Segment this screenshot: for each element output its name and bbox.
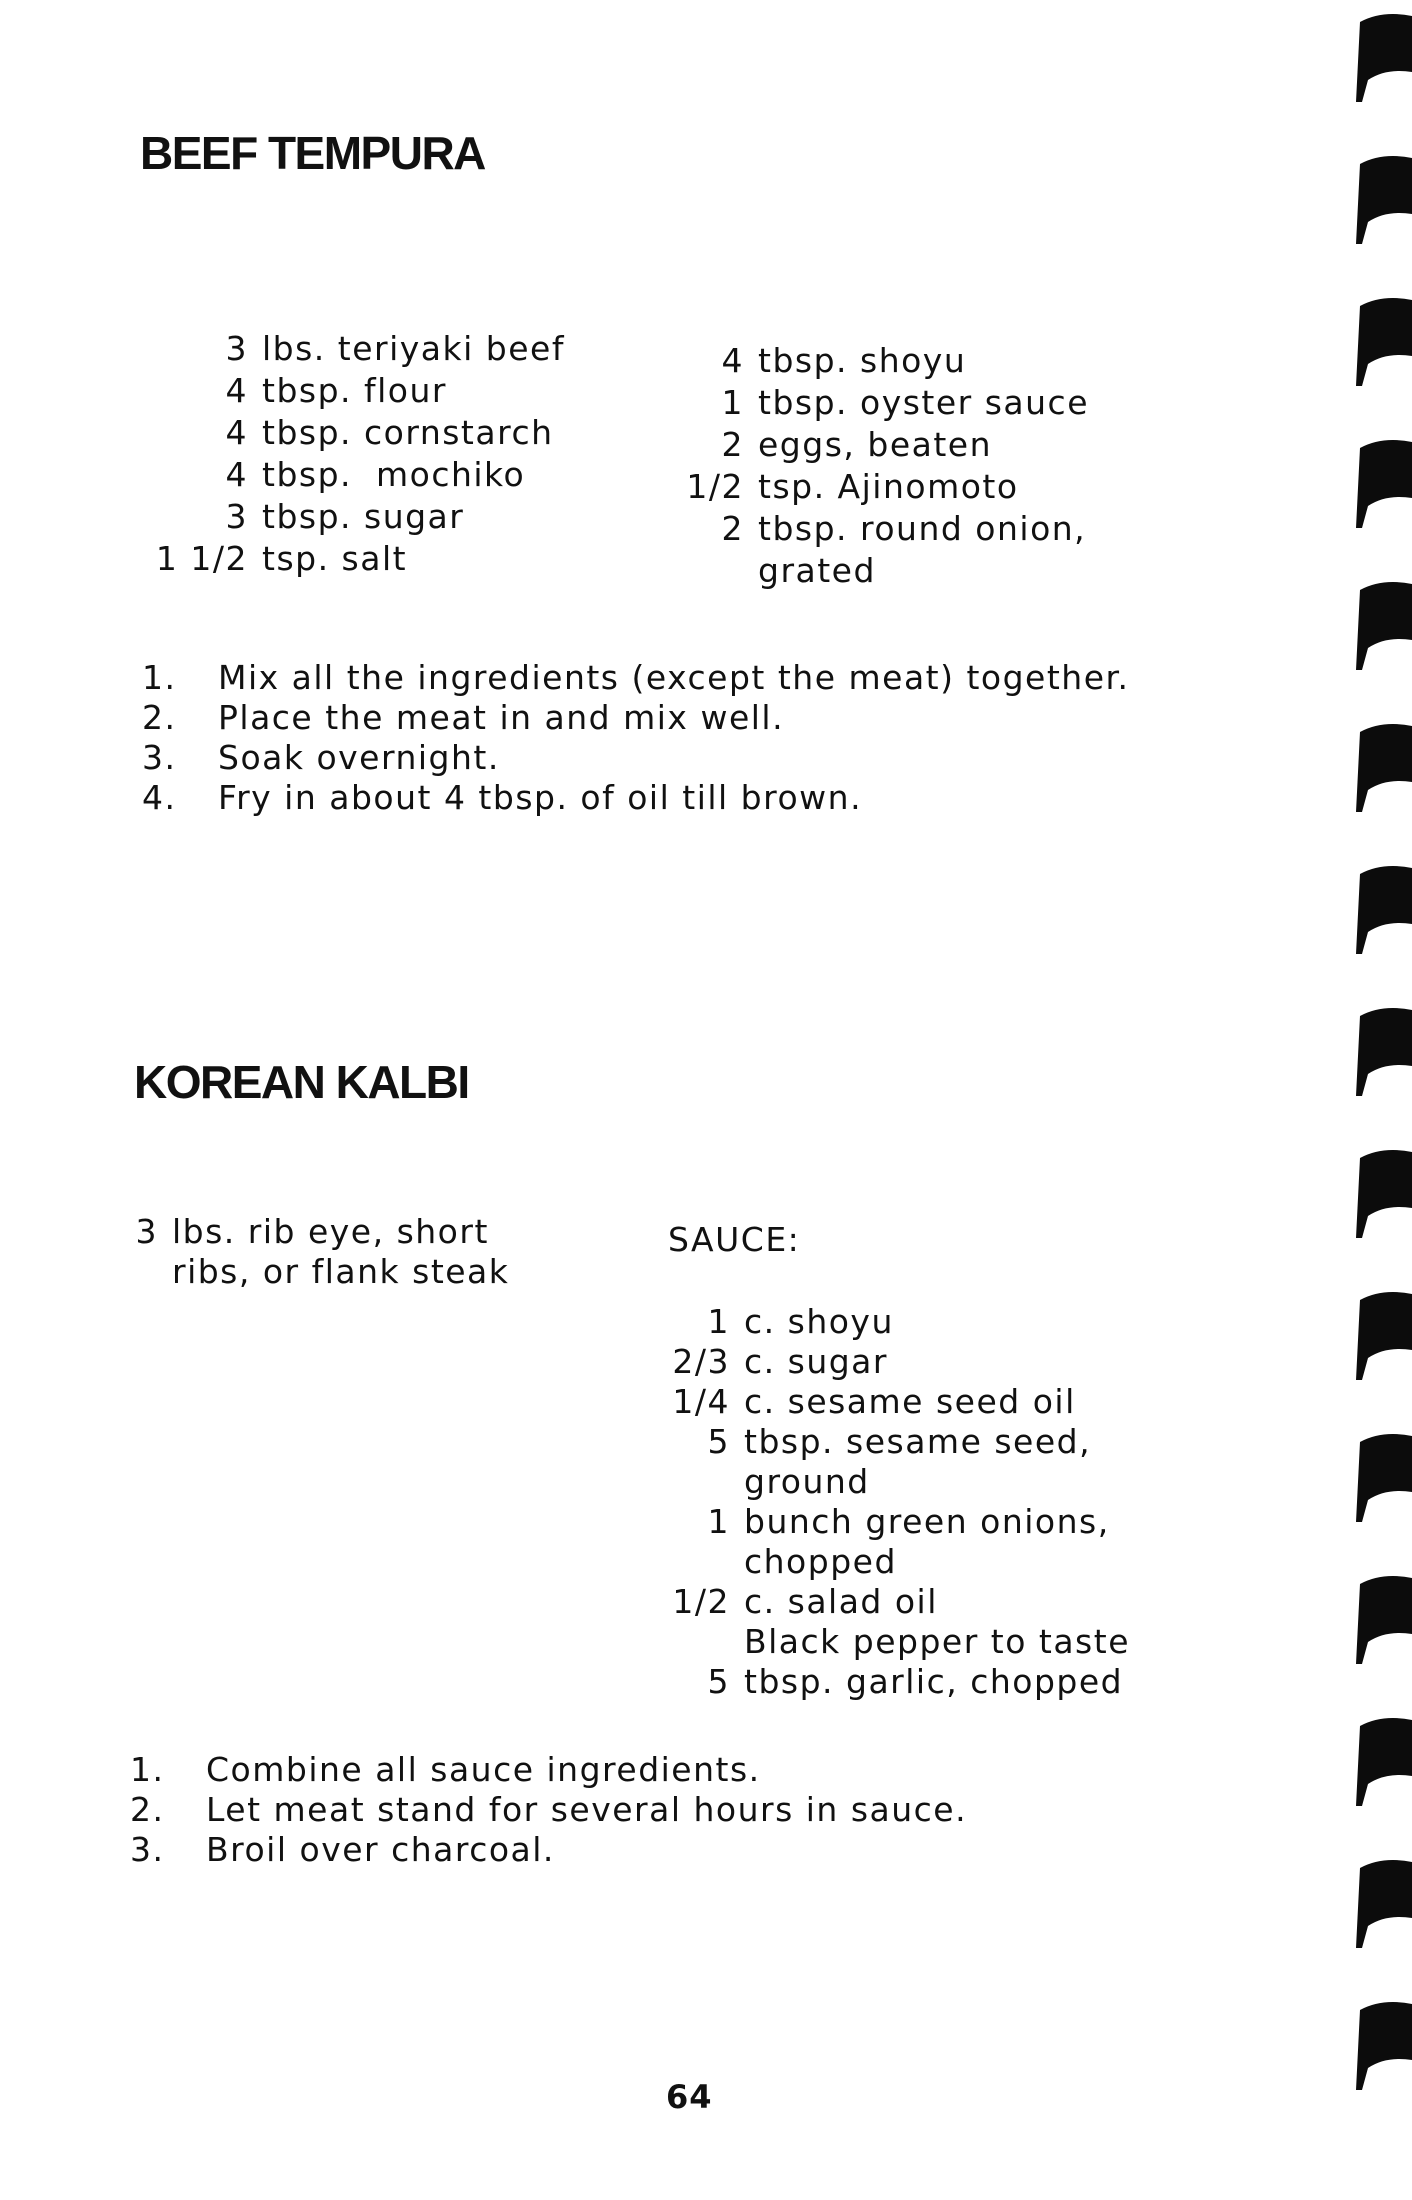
- instructions-list: [142, 658, 1130, 818]
- ingredient-item: [707, 1422, 1130, 1462]
- meat-list: [135, 1212, 510, 1292]
- binding-ring: [1352, 1004, 1412, 1104]
- ingredient-text: ground: [744, 1462, 870, 1501]
- ingredient-item: [225, 412, 565, 454]
- ingredient-qty: 2: [721, 425, 744, 464]
- ingredient-item: [225, 370, 565, 412]
- ingredient-text: tbsp. flour: [262, 371, 447, 410]
- ingredient-text: c. shoyu: [744, 1302, 894, 1341]
- ingredient-text: c. sesame seed oil: [744, 1382, 1076, 1421]
- binding-ring: [1352, 720, 1412, 820]
- binding-ring: [1352, 294, 1412, 394]
- instruction-step: [142, 738, 1130, 778]
- binding-ring: [1352, 1714, 1412, 1814]
- instruction-step: [142, 658, 1130, 698]
- ingredient-text: tbsp. oyster sauce: [758, 383, 1089, 422]
- ingredient-item: [672, 1382, 1130, 1422]
- step-number: 1.: [130, 1750, 165, 1789]
- ingredient-qty: 1/2: [686, 467, 744, 506]
- ingredient-item: [172, 1252, 509, 1292]
- ingredient-qty: 1: [721, 383, 744, 422]
- step-text: Soak overnight.: [218, 738, 500, 777]
- ingredient-text: bunch green onions,: [744, 1502, 1110, 1541]
- instruction-step: [130, 1750, 967, 1790]
- binding-ring: [1352, 1572, 1412, 1672]
- ingredients-list-right: [686, 340, 1089, 592]
- step-number: 3.: [142, 738, 177, 777]
- ingredient-qty: 4: [225, 413, 248, 452]
- ingredient-text: chopped: [744, 1542, 897, 1581]
- ingredients-list-left: [155, 328, 565, 580]
- spiral-binding: [1352, 0, 1412, 2200]
- step-number: 4.: [142, 778, 177, 817]
- ingredient-text: grated: [758, 551, 876, 590]
- binding-ring: [1352, 1146, 1412, 1246]
- ingredient-text: Black pepper to taste: [744, 1622, 1130, 1661]
- ingredient-item: [758, 550, 1089, 592]
- ingredient-text: tbsp. shoyu: [758, 341, 967, 380]
- ingredient-item: [707, 1302, 1130, 1342]
- instructions-list: [130, 1750, 968, 1870]
- ingredient-text: tbsp. cornstarch: [262, 413, 554, 452]
- step-number: 2.: [142, 698, 177, 737]
- step-text: Fry in about 4 tbsp. of oil till brown.: [218, 778, 863, 817]
- ingredient-item: [707, 1502, 1130, 1542]
- ingredient-qty: 5: [707, 1422, 730, 1461]
- ingredient-qty: 1 1/2: [155, 539, 248, 578]
- ingredient-qty: 4: [721, 341, 744, 380]
- ingredient-qty: 3: [225, 497, 248, 536]
- step-text: Mix all the ingredients (except the meat) together.: [218, 658, 1130, 697]
- binding-ring: [1352, 1430, 1412, 1530]
- recipe-title-korean-kalbi: KOREAN KALBI: [134, 1056, 469, 1108]
- instruction-step: [130, 1790, 968, 1830]
- ingredient-text: lbs. teriyaki beef: [262, 329, 565, 368]
- ingredient-text: tsp. salt: [262, 539, 408, 578]
- binding-ring: [1352, 1998, 1412, 2098]
- ingredient-text: tbsp. sugar: [262, 497, 465, 536]
- ingredient-text: tbsp. sesame seed,: [744, 1422, 1092, 1461]
- ingredient-qty: 4: [225, 371, 248, 410]
- ingredient-qty: 4: [225, 455, 248, 494]
- step-number: 2.: [130, 1790, 165, 1829]
- ingredient-qty: 3: [225, 329, 248, 368]
- ingredient-text: tbsp. mochiko: [262, 455, 526, 494]
- binding-ring: [1352, 862, 1412, 962]
- ingredient-item: [721, 382, 1089, 424]
- ingredient-text: tsp. Ajinomoto: [758, 467, 1019, 506]
- ingredient-item: [672, 1342, 1130, 1382]
- page-number: 64: [666, 2078, 713, 2116]
- binding-ring: [1352, 578, 1412, 678]
- ingredient-text: tbsp. round onion,: [758, 509, 1087, 548]
- binding-ring: [1352, 1856, 1412, 1956]
- ingredient-item: [155, 538, 565, 580]
- ingredient-item: [686, 466, 1089, 508]
- instruction-step: [142, 778, 1130, 818]
- ingredient-item: [744, 1622, 1130, 1662]
- step-text: Place the meat in and mix well.: [218, 698, 785, 737]
- binding-ring: [1352, 1288, 1412, 1388]
- step-text: Combine all sauce ingredients.: [206, 1750, 761, 1789]
- ingredient-item: [135, 1212, 509, 1252]
- instruction-step: [130, 1830, 967, 1870]
- ingredient-text: ribs, or flank steak: [172, 1252, 510, 1291]
- ingredient-qty: 2/3: [672, 1342, 730, 1381]
- ingredient-text: c. sugar: [744, 1342, 888, 1381]
- binding-ring: [1352, 436, 1412, 536]
- ingredient-item: [225, 454, 565, 496]
- ingredient-qty: 1: [707, 1502, 730, 1541]
- ingredient-text: eggs, beaten: [758, 425, 992, 464]
- recipe-title-beef-tempura: BEEF TEMPURA: [140, 127, 485, 179]
- sauce-heading: SAUCE:: [668, 1220, 801, 1259]
- ingredient-item: [744, 1542, 1130, 1582]
- step-text: Broil over charcoal.: [206, 1830, 555, 1869]
- instruction-step: [142, 698, 1130, 738]
- ingredient-qty: 2: [721, 509, 744, 548]
- sauce-ingredients-list: [672, 1302, 1130, 1702]
- step-text: Let meat stand for several hours in sauce.: [206, 1790, 968, 1829]
- ingredient-item: [744, 1462, 1130, 1502]
- ingredient-item: [721, 424, 1089, 466]
- ingredient-qty: 3: [135, 1212, 158, 1251]
- binding-ring: [1352, 152, 1412, 252]
- step-number: 1.: [142, 658, 177, 697]
- ingredient-qty: 1/4: [672, 1382, 730, 1421]
- binding-ring: [1352, 10, 1412, 110]
- ingredient-item: [225, 328, 565, 370]
- ingredient-qty: 5: [707, 1662, 730, 1701]
- ingredient-text: tbsp. garlic, chopped: [744, 1662, 1124, 1701]
- ingredient-qty: 1: [707, 1302, 730, 1341]
- ingredient-item: [707, 1662, 1130, 1702]
- ingredient-item: [721, 508, 1089, 550]
- ingredient-qty: 1/2: [672, 1582, 730, 1621]
- step-number: 3.: [130, 1830, 165, 1869]
- ingredient-item: [225, 496, 565, 538]
- ingredient-text: c. salad oil: [744, 1582, 938, 1621]
- ingredient-item: [672, 1582, 1130, 1622]
- ingredient-text: lbs. rib eye, short: [172, 1212, 489, 1251]
- ingredient-item: [721, 340, 1089, 382]
